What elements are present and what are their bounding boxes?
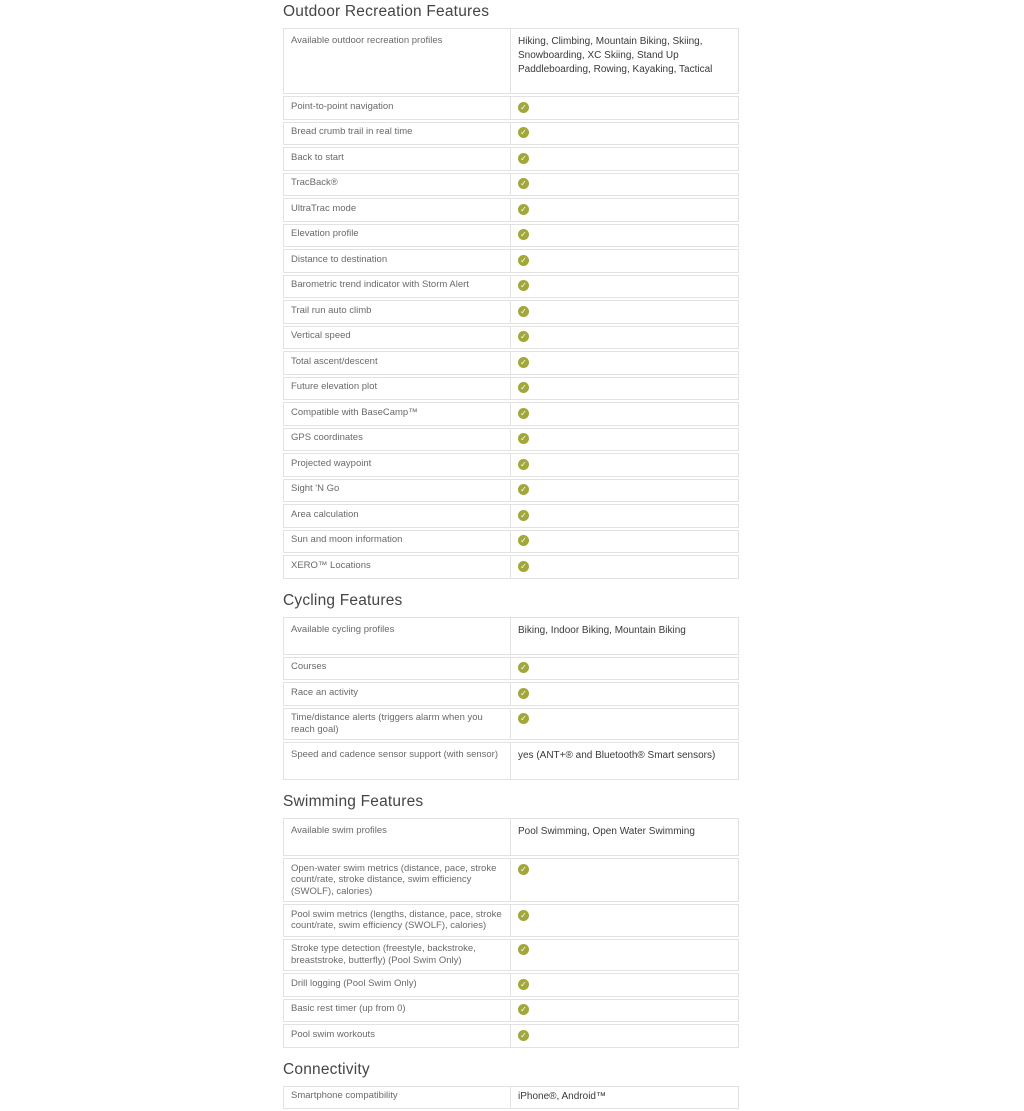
- check-icon: ✓: [518, 178, 529, 189]
- table-row: [283, 939, 739, 972]
- check-icon: ✓: [518, 944, 529, 955]
- table-row: [283, 96, 739, 120]
- check-icon: ✓: [518, 357, 529, 368]
- feature-value: [511, 327, 738, 349]
- feature-section: [283, 3, 739, 579]
- feature-label: Sight 'N Go: [284, 480, 511, 502]
- check-icon: ✓: [518, 713, 529, 724]
- feature-label: Drill logging (Pool Swim Only): [284, 974, 511, 996]
- feature-label: Available outdoor recreation profiles: [284, 29, 511, 93]
- feature-label: Basic rest timer (up from 0): [284, 1000, 511, 1022]
- table-row: [283, 682, 739, 706]
- feature-label: Stroke type detection (freestyle, backstroke, breaststroke, butterfly) (Pool Swim Only): [284, 940, 511, 971]
- feature-label: Courses: [284, 658, 511, 680]
- table-row: [283, 999, 739, 1023]
- table-row: [283, 28, 739, 94]
- table-row: [283, 326, 739, 350]
- check-icon: ✓: [518, 484, 529, 495]
- table-row: [283, 1086, 739, 1110]
- feature-table: [283, 28, 739, 579]
- check-icon: ✓: [518, 979, 529, 990]
- feature-value: Pool Swimming, Open Water Swimming: [518, 826, 695, 837]
- feature-label: Area calculation: [284, 505, 511, 527]
- check-icon: ✓: [518, 280, 529, 291]
- feature-value: [511, 97, 738, 119]
- check-icon: ✓: [518, 688, 529, 699]
- feature-value: [511, 1025, 738, 1047]
- table-row: [283, 904, 739, 937]
- feature-value: [511, 174, 738, 196]
- table-row: [283, 1024, 739, 1048]
- table-row: [283, 617, 739, 655]
- spec-page: [283, 0, 739, 1111]
- table-row: [283, 377, 739, 401]
- check-icon: ✓: [518, 1004, 529, 1015]
- feature-value: [511, 123, 738, 145]
- feature-value: [511, 709, 738, 740]
- table-row: [283, 818, 739, 856]
- feature-value: [511, 276, 738, 298]
- feature-value: [511, 683, 738, 705]
- table-row: [283, 858, 739, 902]
- check-icon: ✓: [518, 102, 529, 113]
- check-icon: ✓: [518, 561, 529, 572]
- feature-label: Future elevation plot: [284, 378, 511, 400]
- check-icon: ✓: [518, 1030, 529, 1041]
- check-icon: ✓: [518, 306, 529, 317]
- table-row: [283, 530, 739, 554]
- table-row: [283, 224, 739, 248]
- feature-table: [283, 1086, 739, 1110]
- feature-label: Projected waypoint: [284, 454, 511, 476]
- feature-label: Back to start: [284, 148, 511, 170]
- feature-section: [283, 793, 739, 1048]
- section-title: Swimming Features: [283, 793, 424, 810]
- feature-label: Total ascent/descent: [284, 352, 511, 374]
- check-icon: ✓: [518, 459, 529, 470]
- table-row: [283, 742, 739, 780]
- table-row: [283, 973, 739, 997]
- check-icon: ✓: [518, 535, 529, 546]
- feature-value: iPhone®, Android™: [518, 1091, 606, 1102]
- check-icon: ✓: [518, 382, 529, 393]
- feature-value: [511, 505, 738, 527]
- feature-label: Trail run auto climb: [284, 301, 511, 323]
- check-icon: ✓: [518, 229, 529, 240]
- feature-label: Compatible with BaseCamp™: [284, 403, 511, 425]
- feature-label: Race an activity: [284, 683, 511, 705]
- table-row: [283, 173, 739, 197]
- feature-value: [511, 352, 738, 374]
- feature-label: XERO™ Locations: [284, 556, 511, 578]
- feature-value: [511, 301, 738, 323]
- check-icon: ✓: [518, 255, 529, 266]
- table-row: [283, 504, 739, 528]
- table-row: [283, 198, 739, 222]
- table-row: [283, 453, 739, 477]
- feature-value: [511, 250, 738, 272]
- check-icon: ✓: [518, 510, 529, 521]
- feature-value: [511, 974, 738, 996]
- feature-value: [511, 480, 738, 502]
- feature-value: [511, 378, 738, 400]
- check-icon: ✓: [518, 433, 529, 444]
- table-row: [283, 428, 739, 452]
- feature-label: UltraTrac mode: [284, 199, 511, 221]
- feature-label: Vertical speed: [284, 327, 511, 349]
- check-icon: ✓: [518, 331, 529, 342]
- table-row: [283, 300, 739, 324]
- table-row: [283, 402, 739, 426]
- feature-label: GPS coordinates: [284, 429, 511, 451]
- feature-label: Available swim profiles: [284, 819, 511, 855]
- feature-label: Elevation profile: [284, 225, 511, 247]
- feature-label: Time/distance alerts (triggers alarm when you reach goal): [284, 709, 511, 740]
- check-icon: ✓: [518, 204, 529, 215]
- check-icon: ✓: [518, 408, 529, 419]
- feature-value: [511, 429, 738, 451]
- feature-table: [283, 617, 739, 781]
- check-icon: ✓: [518, 153, 529, 164]
- section-title: Connectivity: [283, 1060, 370, 1078]
- section-title: Outdoor Recreation Features: [283, 3, 490, 20]
- feature-section: [283, 1061, 739, 1110]
- feature-value: [511, 905, 738, 936]
- feature-value: [511, 225, 738, 247]
- check-icon: ✓: [518, 127, 529, 138]
- feature-value: [511, 148, 738, 170]
- section-title: Cycling Features: [283, 591, 403, 609]
- table-row: [283, 147, 739, 171]
- feature-label: Smartphone compatibility: [284, 1087, 511, 1109]
- table-row: [283, 122, 739, 146]
- feature-value: Biking, Indoor Biking, Mountain Biking: [518, 624, 686, 636]
- table-row: [283, 249, 739, 273]
- table-row: [283, 657, 739, 681]
- feature-label: Barometric trend indicator with Storm Alert: [284, 276, 511, 298]
- feature-label: Available cycling profiles: [284, 618, 511, 654]
- check-icon: ✓: [518, 910, 529, 921]
- feature-label: Sun and moon information: [284, 531, 511, 553]
- feature-value: [511, 454, 738, 476]
- feature-table: [283, 818, 739, 1048]
- feature-label: Open-water swim metrics (distance, pace, stroke count/rate, stroke distance, swim efficiency (SWOLF), calories): [284, 859, 511, 901]
- feature-value: [511, 1000, 738, 1022]
- sections: [283, 3, 739, 1109]
- table-row: [283, 708, 739, 741]
- table-row: [283, 351, 739, 375]
- check-icon: ✓: [518, 662, 529, 673]
- feature-value: [511, 556, 738, 578]
- feature-value: [511, 403, 738, 425]
- feature-label: Distance to destination: [284, 250, 511, 272]
- feature-label: Point-to-point navigation: [284, 97, 511, 119]
- feature-value: [511, 940, 738, 971]
- feature-value: [511, 199, 738, 221]
- table-row: [283, 479, 739, 503]
- feature-value: [511, 658, 738, 680]
- feature-value: Hiking, Climbing, Mountain Biking, Skiing, Snowboarding, XC Skiing, Stand Up Paddleboarding, Rowing, Kayaking, Tactical: [518, 36, 713, 75]
- feature-label: Speed and cadence sensor support (with sensor): [284, 743, 511, 779]
- feature-value: yes (ANT+® and Bluetooth® Smart sensors): [518, 750, 716, 761]
- check-icon: ✓: [518, 864, 529, 875]
- table-row: [283, 275, 739, 299]
- feature-label: Bread crumb trail in real time: [284, 123, 511, 145]
- table-row: [283, 555, 739, 579]
- feature-label: TracBack®: [284, 174, 511, 196]
- feature-section: [283, 592, 739, 781]
- feature-value: [511, 531, 738, 553]
- feature-label: Pool swim metrics (lengths, distance, pace, stroke count/rate, swim efficiency (SWOLF), calories): [284, 905, 511, 936]
- feature-label: Pool swim workouts: [284, 1025, 511, 1047]
- feature-value: [511, 859, 738, 901]
